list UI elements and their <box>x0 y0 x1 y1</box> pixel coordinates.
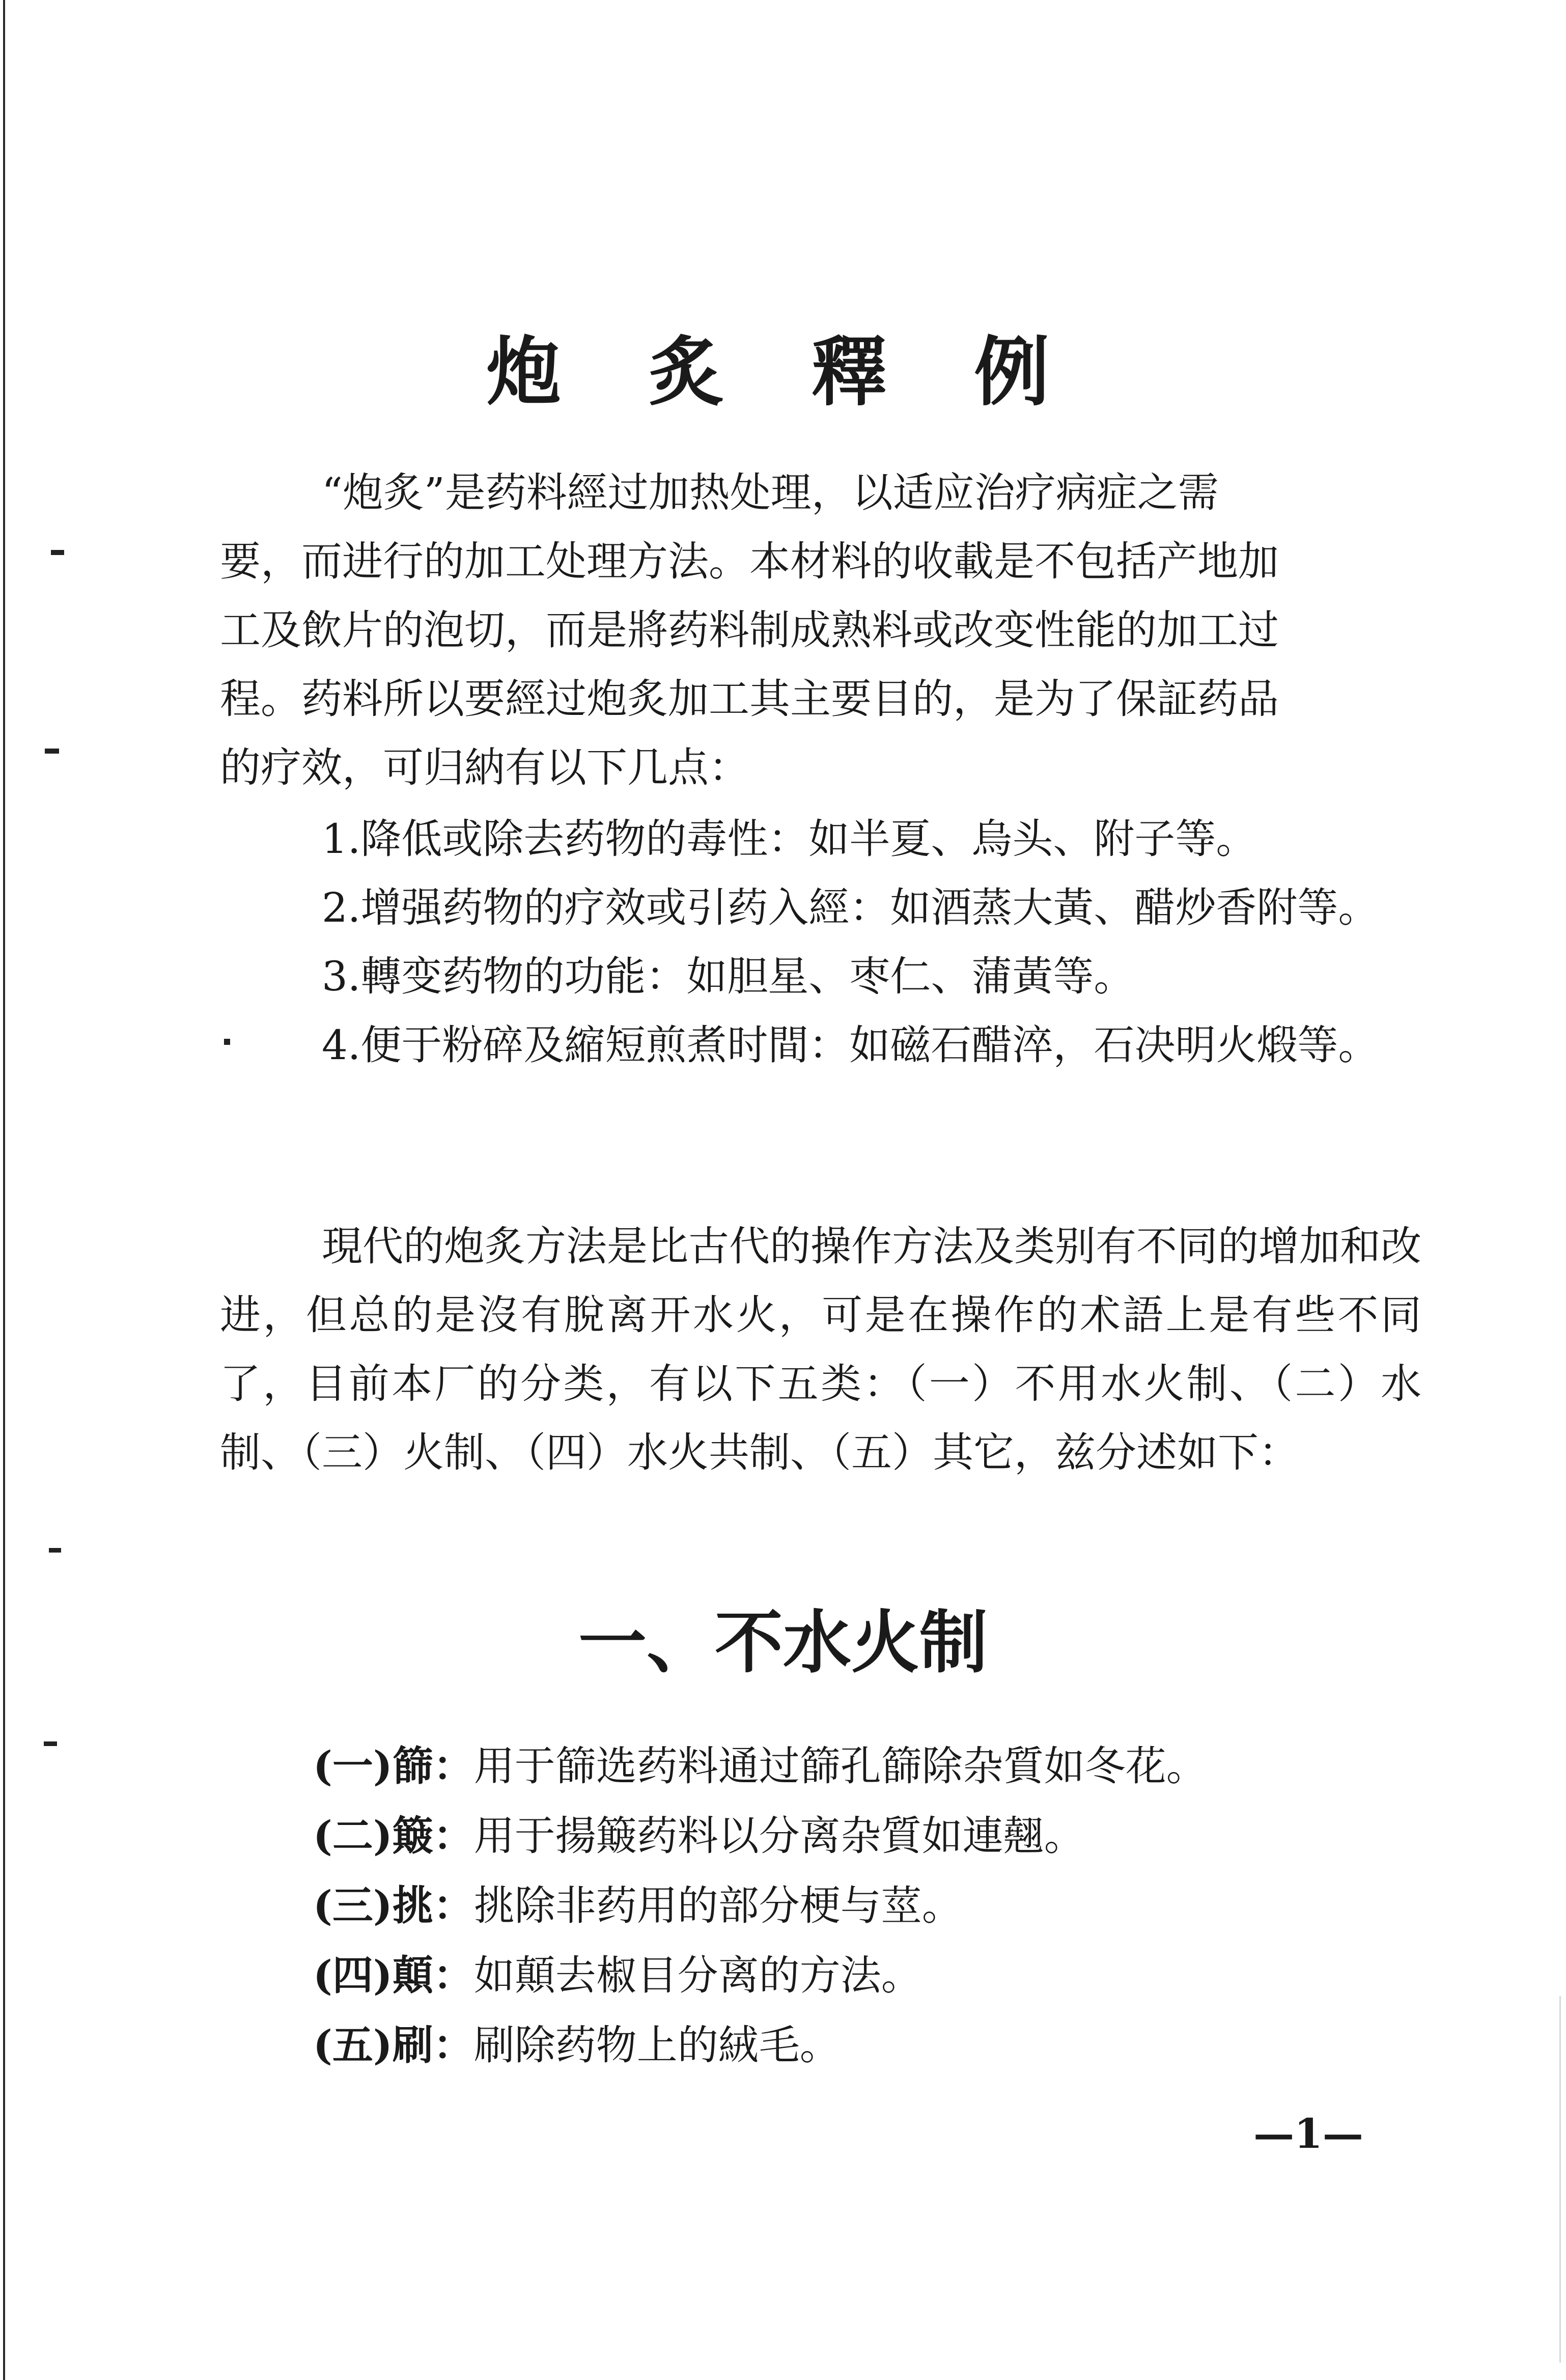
method-item <box>313 1801 1433 1871</box>
method-list <box>313 1731 1433 2080</box>
method-text: 用于篩选药料通过篩孔篩除杂質如冬花。 <box>473 1742 1207 1790</box>
method-item <box>313 1871 1433 1941</box>
scan-speck <box>49 1548 61 1553</box>
method-term: (四)顛： <box>313 1951 474 1999</box>
intro-line: 要，而进行的加工处理方法。本材料的收載是不包括产地加 <box>220 538 1279 585</box>
method-text: 用于揚簸药料以分离杂質如連翹。 <box>473 1812 1085 1860</box>
intro-line: 工及飲片的泡切，而是將药料制成熟料或改变性能的加工过 <box>220 606 1279 654</box>
method-term: (一)篩： <box>313 1742 474 1790</box>
modern-methods-paragraph: 現代的炮炙方法是比古代的操作方法及类别有不同的增加和改进，但总的是沒有脫离开水火，可是在操作的术語上是有些不同了，目前本厂的分类，有以下五类：（一）不用水火制、（二）水制、（三）火制、（四）水火共制、（五）其它，兹分述如下： <box>220 1223 1421 1476</box>
purpose-item: 3.轉变药物的功能：如胆星、枣仁、蒲黃等。 <box>322 953 1135 1000</box>
method-term: (二)簸： <box>313 1812 474 1860</box>
intro-line: 程。药料所以要經过炮炙加工其主要目的，是为了保証药品 <box>220 675 1279 723</box>
page-right-edge <box>1559 1996 1561 2363</box>
method-item <box>313 2010 1433 2080</box>
intro-paragraph <box>220 458 1421 802</box>
section-heading: 一、不水火制 <box>578 1602 988 1682</box>
page-number: —1— <box>1253 2110 1363 2157</box>
intro-line: 的疗效，可归納有以下几点： <box>220 744 749 791</box>
method-term: (五)刷： <box>313 2021 474 2069</box>
method-text: 如顛去椒目分离的方法。 <box>473 1952 922 1999</box>
method-text: 挑除非药用的部分梗与莖。 <box>473 1882 963 1929</box>
scan-speck <box>51 550 64 555</box>
purpose-item: 1.降低或除去药物的毒性：如半夏、烏头、附子等。 <box>322 815 1257 863</box>
scan-speck <box>44 1741 57 1746</box>
method-item <box>313 1731 1433 1801</box>
method-term: (三)挑： <box>313 1881 474 1929</box>
purpose-item: 2.增强药物的疗效或引药入經：如酒蒸大黃、醋炒香附等。 <box>322 884 1379 931</box>
purpose-item: 4.便于粉碎及縮短煎煮时間：如磁石醋淬，石决明火煅等。 <box>322 1021 1379 1069</box>
intro-line: “炮炙”是药料經过加热处理，以适应治疗病症之需 <box>322 469 1219 516</box>
page-title: 炮 炙 釋 例 <box>486 327 1080 416</box>
purpose-list <box>220 805 1421 1080</box>
scan-speck <box>45 749 59 754</box>
method-text: 刷除药物上的絨毛。 <box>473 2022 841 2069</box>
method-item <box>313 1941 1433 2010</box>
